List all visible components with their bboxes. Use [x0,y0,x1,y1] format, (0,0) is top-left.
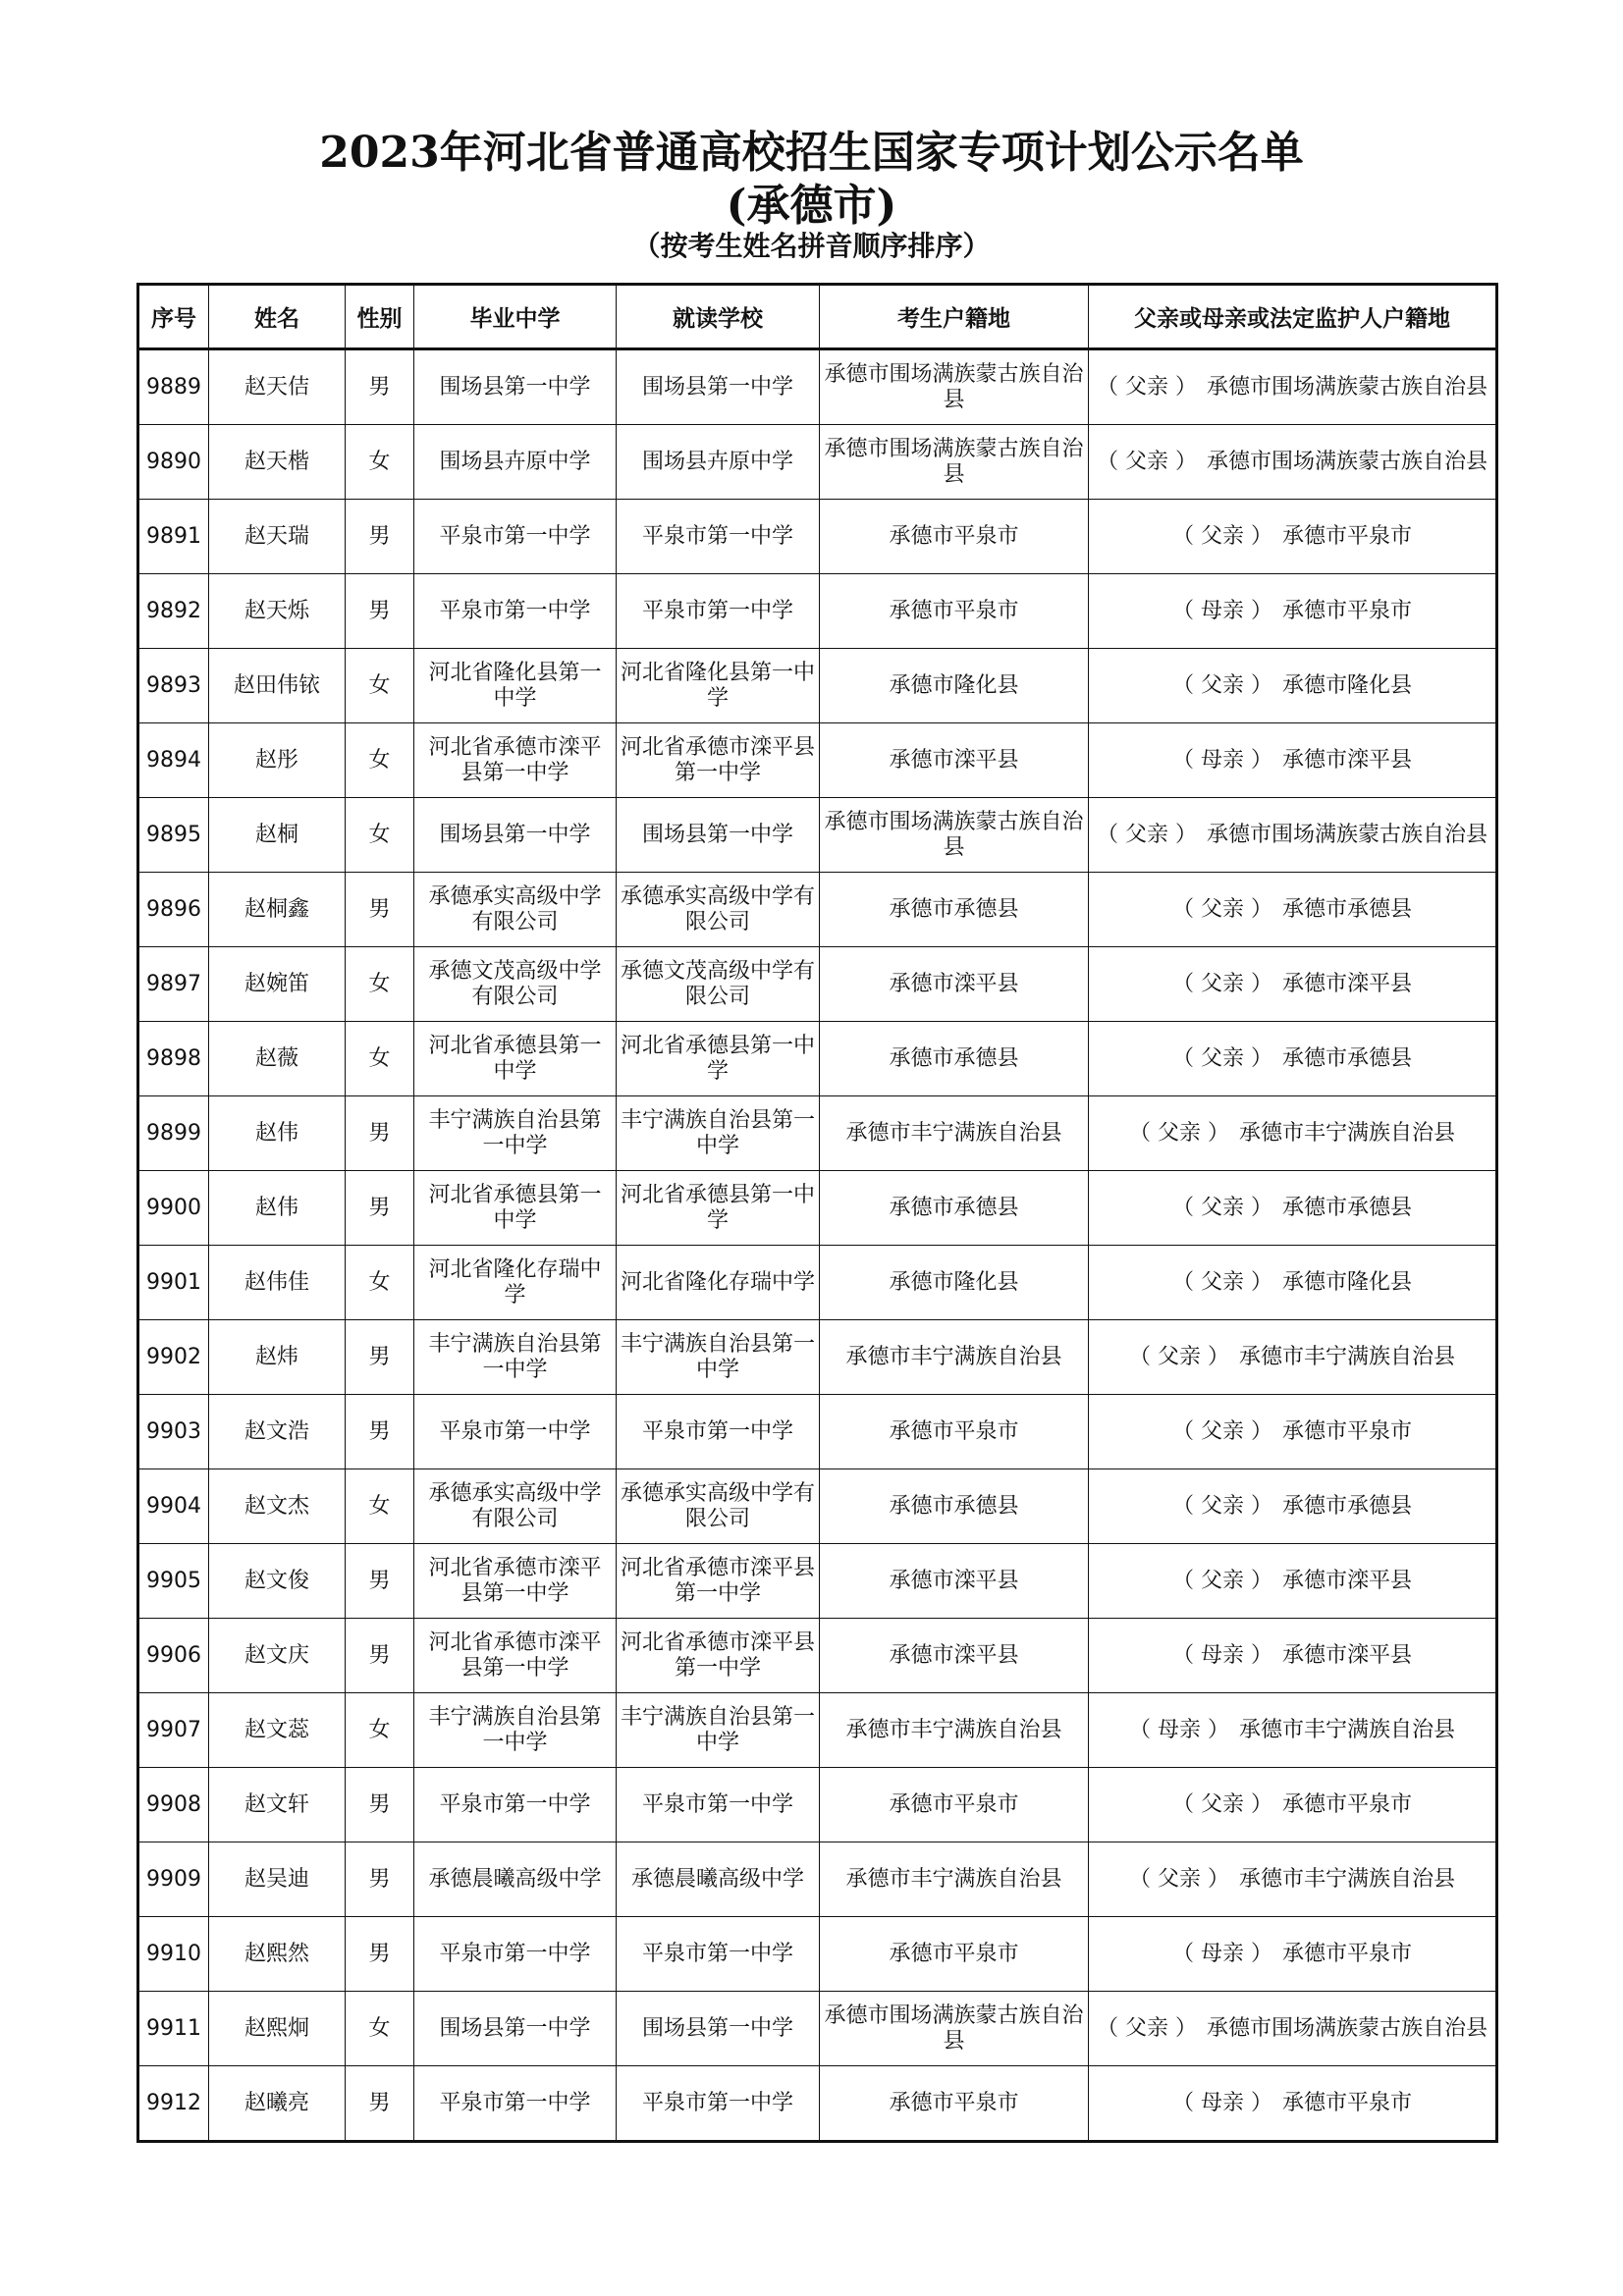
cell-study-school: 承德承实高级中学有限公司 [617,873,820,947]
cell-grad-school: 丰宁满族自治县第一中学 [414,1096,617,1171]
cell-gender: 男 [346,1544,414,1619]
cell-gender: 女 [346,1469,414,1544]
cell-no: 9904 [138,1469,209,1544]
table-row [138,1842,1497,1917]
cell-study-school: 河北省承德县第一中学 [617,1022,820,1096]
cell-name: 赵文杰 [209,1469,346,1544]
cell-residence: 承德市滦平县 [820,1544,1089,1619]
cell-grad-school: 承德文茂高级中学有限公司 [414,947,617,1022]
guardian-residence: 承德市平泉市 [1281,1418,1412,1444]
cell-name: 赵熙然 [209,1917,346,1992]
guardian-relation: （ 父亲 ） [1128,1866,1229,1892]
cell-name: 赵文轩 [209,1768,346,1842]
cell-grad-school: 围场县第一中学 [414,1992,617,2066]
cell-no: 9889 [138,349,209,425]
cell-guardian [1089,1917,1497,1992]
cell-gender: 女 [346,1992,414,2066]
cell-gender: 男 [346,349,414,425]
cell-guardian [1089,1395,1497,1469]
cell-name: 赵桐 [209,798,346,873]
cell-study-school: 河北省承德市滦平县第一中学 [617,1619,820,1693]
table-row [138,1096,1497,1171]
cell-gender: 男 [346,1320,414,1395]
cell-name: 赵伟 [209,1171,346,1246]
guardian-residence: 承德市隆化县 [1281,1269,1412,1295]
guardian-residence: 承德市滦平县 [1281,1568,1412,1593]
cell-residence: 承德市隆化县 [820,1246,1089,1320]
guardian-relation: （ 父亲 ） [1171,1418,1272,1444]
cell-gender: 男 [346,873,414,947]
cell-no: 9909 [138,1842,209,1917]
guardian-relation: （ 父亲 ） [1171,1269,1272,1295]
cell-guardian [1089,1096,1497,1171]
cell-residence: 承德市丰宁满族自治县 [820,1096,1089,1171]
cell-gender: 女 [346,1246,414,1320]
column-header-guardian-residence: 父亲或母亲或法定监护人户籍地 [1089,285,1497,349]
cell-name: 赵文浩 [209,1395,346,1469]
cell-gender: 男 [346,500,414,574]
guardian-residence: 承德市滦平县 [1281,1642,1412,1668]
cell-residence: 承德市隆化县 [820,649,1089,723]
guardian-relation: （ 父亲 ） [1128,1344,1229,1369]
cell-name: 赵吴迪 [209,1842,346,1917]
guardian-relation: （ 父亲 ） [1171,1493,1272,1519]
cell-guardian [1089,1022,1497,1096]
cell-grad-school: 河北省承德县第一中学 [414,1171,617,1246]
cell-grad-school: 平泉市第一中学 [414,2066,617,2142]
table-row [138,1693,1497,1768]
cell-grad-school: 平泉市第一中学 [414,1768,617,1842]
guardian-residence: 承德市平泉市 [1281,2090,1412,2115]
column-header-name: 姓名 [209,285,346,349]
cell-grad-school: 河北省承德市滦平县第一中学 [414,723,617,798]
cell-residence: 承德市丰宁满族自治县 [820,1842,1089,1917]
cell-study-school: 河北省隆化存瑞中学 [617,1246,820,1320]
cell-grad-school: 平泉市第一中学 [414,1395,617,1469]
cell-study-school: 围场县第一中学 [617,349,820,425]
guardian-relation: （ 母亲 ） [1171,2090,1272,2115]
cell-study-school: 承德文茂高级中学有限公司 [617,947,820,1022]
cell-residence: 承德市滦平县 [820,723,1089,798]
cell-name: 赵文庆 [209,1619,346,1693]
cell-name: 赵薇 [209,1022,346,1096]
guardian-relation: （ 父亲 ） [1096,449,1197,474]
cell-no: 9893 [138,649,209,723]
table-row [138,723,1497,798]
cell-gender: 女 [346,1693,414,1768]
table-row [138,1469,1497,1544]
guardian-residence: 承德市围场满族蒙古族自治县 [1206,822,1488,847]
guardian-residence: 承德市承德县 [1281,1493,1412,1519]
cell-guardian [1089,798,1497,873]
table-row [138,1395,1497,1469]
table-row [138,1022,1497,1096]
cell-guardian [1089,574,1497,649]
cell-guardian [1089,723,1497,798]
guardian-residence: 承德市围场满族蒙古族自治县 [1206,2015,1488,2041]
guardian-residence: 承德市围场满族蒙古族自治县 [1206,449,1488,474]
cell-no: 9906 [138,1619,209,1693]
cell-gender: 女 [346,798,414,873]
cell-name: 赵伟 [209,1096,346,1171]
cell-name: 赵文蕊 [209,1693,346,1768]
cell-guardian [1089,500,1497,574]
cell-no: 9898 [138,1022,209,1096]
cell-residence: 承德市平泉市 [820,1768,1089,1842]
guardian-relation: （ 父亲 ） [1128,1120,1229,1146]
cell-no: 9900 [138,1171,209,1246]
guardian-relation: （ 父亲 ） [1171,1195,1272,1220]
cell-residence: 承德市平泉市 [820,1395,1089,1469]
cell-residence: 承德市平泉市 [820,1917,1089,1992]
guardian-relation: （ 母亲 ） [1171,598,1272,623]
cell-no: 9912 [138,2066,209,2142]
guardian-relation: （ 父亲 ） [1171,1791,1272,1817]
cell-residence: 承德市承德县 [820,1022,1089,1096]
sort-note: （按考生姓名拼音顺序排序） [632,230,991,262]
guardian-relation: （ 父亲 ） [1171,1045,1272,1071]
cell-name: 赵天烁 [209,574,346,649]
cell-gender: 男 [346,1768,414,1842]
cell-gender: 男 [346,1619,414,1693]
cell-study-school: 河北省承德市滦平县第一中学 [617,1544,820,1619]
cell-guardian [1089,1469,1497,1544]
cell-grad-school: 丰宁满族自治县第一中学 [414,1693,617,1768]
column-header-grad-school: 毕业中学 [414,285,617,349]
guardian-relation: （ 父亲 ） [1171,1568,1272,1593]
cell-gender: 男 [346,574,414,649]
cell-gender: 女 [346,723,414,798]
cell-gender: 男 [346,1842,414,1917]
cell-residence: 承德市围场满族蒙古族自治县 [820,425,1089,500]
cell-name: 赵炜 [209,1320,346,1395]
cell-residence: 承德市平泉市 [820,500,1089,574]
cell-gender: 男 [346,1917,414,1992]
cell-no: 9905 [138,1544,209,1619]
cell-guardian [1089,1619,1497,1693]
cell-no: 9903 [138,1395,209,1469]
page-title: 2023年河北省普通高校招生国家专项计划公示名单 [319,128,1304,178]
cell-guardian [1089,1246,1497,1320]
cell-residence: 承德市承德县 [820,1469,1089,1544]
table-row [138,1768,1497,1842]
guardian-relation: （ 父亲 ） [1171,971,1272,996]
cell-study-school: 平泉市第一中学 [617,1917,820,1992]
cell-study-school: 丰宁满族自治县第一中学 [617,1096,820,1171]
table-header-row [138,285,1497,349]
cell-residence: 承德市平泉市 [820,574,1089,649]
cell-guardian [1089,349,1497,425]
guardian-relation: （ 父亲 ） [1096,374,1197,400]
guardian-residence: 承德市平泉市 [1281,1791,1412,1817]
table-row [138,947,1497,1022]
guardian-relation: （ 母亲 ） [1171,1941,1272,1966]
cell-study-school: 河北省隆化县第一中学 [617,649,820,723]
guardian-relation: （ 母亲 ） [1128,1717,1229,1742]
cell-guardian [1089,947,1497,1022]
column-header-no: 序号 [138,285,209,349]
cell-residence: 承德市滦平县 [820,1619,1089,1693]
guardian-relation: （ 父亲 ） [1171,896,1272,922]
cell-no: 9901 [138,1246,209,1320]
cell-residence: 承德市承德县 [820,873,1089,947]
cell-name: 赵熙炯 [209,1992,346,2066]
cell-name: 赵曦亮 [209,2066,346,2142]
cell-study-school: 丰宁满族自治县第一中学 [617,1320,820,1395]
cell-grad-school: 河北省隆化存瑞中学 [414,1246,617,1320]
cell-residence: 承德市丰宁满族自治县 [820,1320,1089,1395]
column-header-residence: 考生户籍地 [820,285,1089,349]
guardian-residence: 承德市丰宁满族自治县 [1238,1866,1455,1892]
cell-no: 9894 [138,723,209,798]
cell-study-school: 平泉市第一中学 [617,1395,820,1469]
cell-guardian [1089,1544,1497,1619]
cell-grad-school: 平泉市第一中学 [414,1917,617,1992]
cell-grad-school: 河北省隆化县第一中学 [414,649,617,723]
column-header-gender: 性别 [346,285,414,349]
cell-no: 9896 [138,873,209,947]
cell-residence: 承德市围场满族蒙古族自治县 [820,1992,1089,2066]
table-row [138,1917,1497,1992]
cell-grad-school: 河北省承德市滦平县第一中学 [414,1619,617,1693]
table-row [138,574,1497,649]
column-header-study-school: 就读学校 [617,285,820,349]
cell-residence: 承德市围场满族蒙古族自治县 [820,798,1089,873]
cell-name: 赵文俊 [209,1544,346,1619]
cell-grad-school: 平泉市第一中学 [414,500,617,574]
cell-guardian [1089,1768,1497,1842]
cell-grad-school: 围场县卉原中学 [414,425,617,500]
cell-gender: 男 [346,1171,414,1246]
cell-gender: 女 [346,425,414,500]
cell-residence: 承德市围场满族蒙古族自治县 [820,349,1089,425]
cell-study-school: 平泉市第一中学 [617,1768,820,1842]
cell-study-school: 承德承实高级中学有限公司 [617,1469,820,1544]
cell-gender: 女 [346,947,414,1022]
cell-no: 9911 [138,1992,209,2066]
cell-no: 9891 [138,500,209,574]
cell-guardian [1089,1171,1497,1246]
cell-gender: 男 [346,2066,414,2142]
cell-guardian [1089,425,1497,500]
cell-guardian [1089,1992,1497,2066]
cell-residence: 承德市丰宁满族自治县 [820,1693,1089,1768]
table-row [138,873,1497,947]
cell-study-school: 平泉市第一中学 [617,574,820,649]
cell-study-school: 承德晨曦高级中学 [617,1842,820,1917]
cell-study-school: 围场县第一中学 [617,798,820,873]
guardian-residence: 承德市平泉市 [1281,1941,1412,1966]
cell-no: 9902 [138,1320,209,1395]
cell-grad-school: 围场县第一中学 [414,349,617,425]
guardian-residence: 承德市承德县 [1281,896,1412,922]
roster-body [138,349,1497,2142]
cell-grad-school: 平泉市第一中学 [414,574,617,649]
cell-name: 赵田伟铱 [209,649,346,723]
cell-no: 9908 [138,1768,209,1842]
guardian-relation: （ 父亲 ） [1096,822,1197,847]
cell-residence: 承德市平泉市 [820,2066,1089,2142]
guardian-relation: （ 母亲 ） [1171,747,1272,773]
cell-name: 赵伟佳 [209,1246,346,1320]
cell-name: 赵天楷 [209,425,346,500]
cell-name: 赵天瑞 [209,500,346,574]
table-row [138,1171,1497,1246]
cell-gender: 女 [346,649,414,723]
guardian-residence: 承德市围场满族蒙古族自治县 [1206,374,1488,400]
cell-study-school: 围场县第一中学 [617,1992,820,2066]
table-row [138,1619,1497,1693]
cell-residence: 承德市承德县 [820,1171,1089,1246]
cell-study-school: 平泉市第一中学 [617,500,820,574]
table-row [138,1544,1497,1619]
cell-grad-school: 承德承实高级中学有限公司 [414,1469,617,1544]
cell-no: 9910 [138,1917,209,1992]
table-row [138,2066,1497,2142]
guardian-residence: 承德市隆化县 [1281,672,1412,698]
cell-grad-school: 丰宁满族自治县第一中学 [414,1320,617,1395]
cell-study-school: 平泉市第一中学 [617,2066,820,2142]
table-row [138,349,1497,425]
cell-guardian [1089,1320,1497,1395]
cell-name: 赵天佶 [209,349,346,425]
guardian-residence: 承德市平泉市 [1281,598,1412,623]
cell-grad-school: 河北省承德市滦平县第一中学 [414,1544,617,1619]
table-row [138,1320,1497,1395]
cell-name: 赵婉笛 [209,947,346,1022]
table-row [138,500,1497,574]
cell-guardian [1089,873,1497,947]
guardian-relation: （ 母亲 ） [1171,1642,1272,1668]
cell-gender: 女 [346,1022,414,1096]
cell-name: 赵彤 [209,723,346,798]
roster-table [136,283,1498,2143]
cell-no: 9892 [138,574,209,649]
table-row [138,649,1497,723]
cell-grad-school: 河北省承德县第一中学 [414,1022,617,1096]
cell-grad-school: 承德晨曦高级中学 [414,1842,617,1917]
cell-no: 9890 [138,425,209,500]
guardian-relation: （ 父亲 ） [1171,523,1272,549]
table-row [138,1246,1497,1320]
cell-study-school: 河北省承德县第一中学 [617,1171,820,1246]
cell-gender: 男 [346,1395,414,1469]
guardian-residence: 承德市滦平县 [1281,747,1412,773]
table-row [138,1992,1497,2066]
cell-name: 赵桐鑫 [209,873,346,947]
table-row [138,798,1497,873]
guardian-residence: 承德市承德县 [1281,1045,1412,1071]
cell-study-school: 丰宁满族自治县第一中学 [617,1693,820,1768]
guardian-residence: 承德市丰宁满族自治县 [1238,1717,1455,1742]
guardian-residence: 承德市丰宁满族自治县 [1238,1120,1455,1146]
guardian-residence: 承德市丰宁满族自治县 [1238,1344,1455,1369]
cell-no: 9907 [138,1693,209,1768]
cell-grad-school: 承德承实高级中学有限公司 [414,873,617,947]
guardian-relation: （ 父亲 ） [1096,2015,1197,2041]
cell-residence: 承德市滦平县 [820,947,1089,1022]
page-subtitle: (承德市) [726,181,897,231]
guardian-residence: 承德市滦平县 [1281,971,1412,996]
guardian-relation: （ 父亲 ） [1171,672,1272,698]
table-row [138,425,1497,500]
cell-grad-school: 围场县第一中学 [414,798,617,873]
cell-guardian [1089,1842,1497,1917]
cell-no: 9897 [138,947,209,1022]
cell-guardian [1089,2066,1497,2142]
cell-guardian [1089,649,1497,723]
guardian-residence: 承德市承德县 [1281,1195,1412,1220]
cell-study-school: 河北省承德市滦平县第一中学 [617,723,820,798]
cell-no: 9895 [138,798,209,873]
cell-no: 9899 [138,1096,209,1171]
cell-study-school: 围场县卉原中学 [617,425,820,500]
guardian-residence: 承德市平泉市 [1281,523,1412,549]
cell-gender: 男 [346,1096,414,1171]
cell-guardian [1089,1693,1497,1768]
